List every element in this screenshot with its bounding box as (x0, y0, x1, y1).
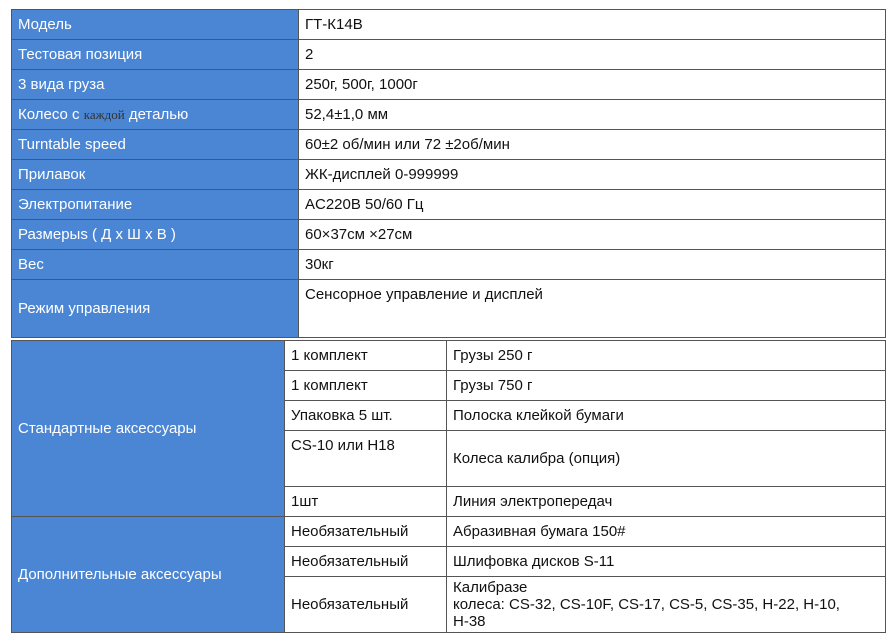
spec-value: 30кг (299, 250, 886, 280)
spec-row (12, 220, 886, 250)
accessory-item: Шлифовка дисков S-11 (447, 547, 886, 577)
spec-row (12, 190, 886, 220)
spec-label: Электропитание (12, 190, 299, 220)
spec-row (12, 250, 886, 280)
spec-label: Turntable speed (12, 130, 299, 160)
spec-value: 52,4±1,0 мм (299, 100, 886, 130)
spec-label-part: деталью (124, 106, 189, 123)
spec-label: Прилавок (12, 160, 299, 190)
spec-value: ГТ-К14В (299, 10, 886, 40)
accessory-item: Линия электропередач (447, 487, 886, 517)
spec-row (12, 10, 886, 40)
accessory-qty: CS-10 или H18 (285, 431, 447, 487)
accessory-qty: Необязательный (285, 577, 447, 633)
accessory-qty: Необязательный (285, 547, 447, 577)
table-row (12, 341, 886, 371)
accessory-item: Грузы 250 г (447, 341, 886, 371)
spec-row (12, 280, 886, 338)
spec-label: Модель (12, 10, 299, 40)
accessories-table (11, 340, 886, 633)
spec-label-small: каждой (83, 107, 125, 122)
table-row (12, 517, 886, 547)
optional-accessories-label: Дополнительные аксессуары (12, 517, 285, 633)
accessory-item-line: Калибразе (453, 579, 528, 596)
spec-label: Вес (12, 250, 299, 280)
spec-value: ЖК-дисплей 0-999999 (299, 160, 886, 190)
accessory-qty: 1шт (285, 487, 447, 517)
spec-label: Тестовая позиция (12, 40, 299, 70)
accessory-item: Грузы 750 г (447, 371, 886, 401)
spec-value: 60×37см ×27см (299, 220, 886, 250)
spec-value: AC220B 50/60 Гц (299, 190, 886, 220)
accessory-qty: Упаковка 5 шт. (285, 401, 447, 431)
spec-label: 3 вида груза (12, 70, 299, 100)
spec-row (12, 130, 886, 160)
spec-row (12, 40, 886, 70)
spec-label: Размерыs ( Д x Ш x В ) (12, 220, 299, 250)
accessory-item (447, 577, 886, 633)
accessory-qty: Необязательный (285, 517, 447, 547)
accessory-qty: 1 комплект (285, 371, 447, 401)
spec-value: 2 (299, 40, 886, 70)
accessory-item: Колеса калибра (опция) (447, 431, 886, 487)
standard-accessories-label: Стандартные аксессуары (12, 341, 285, 517)
accessory-item: Полоска клейкой бумаги (447, 401, 886, 431)
spec-row (12, 100, 886, 130)
spec-label (12, 100, 299, 130)
spec-value: 250г, 500г, 1000г (299, 70, 886, 100)
spec-label-part: Колесо с (18, 106, 84, 123)
specs-table (11, 9, 886, 338)
spec-row (12, 160, 886, 190)
accessory-item-line: H-38 (453, 613, 486, 630)
spec-row (12, 70, 886, 100)
accessory-qty: 1 комплект (285, 341, 447, 371)
spec-label: Режим управления (12, 280, 299, 338)
accessory-item-line: колеса: CS-32, CS-10F, CS-17, CS-5, CS-35, H-22, H-10, (453, 596, 840, 613)
spec-value: Сенсорное управление и дисплей (299, 280, 886, 338)
spec-value: 60±2 об/мин или 72 ±2об/мин (299, 130, 886, 160)
accessory-item: Абразивная бумага 150# (447, 517, 886, 547)
